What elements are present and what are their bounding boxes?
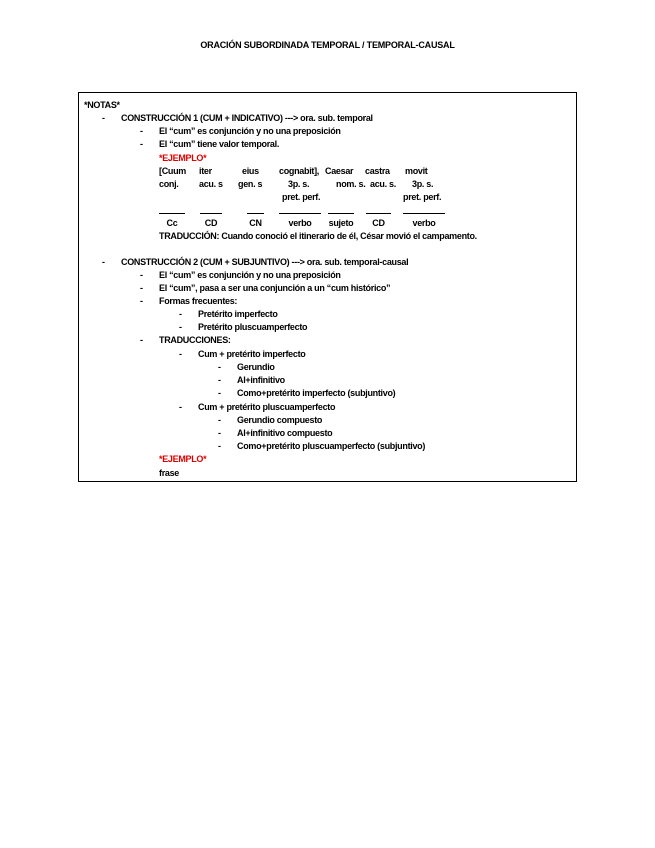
c2-bullet-4: TRADUCCIONES: [159,335,231,345]
c2-example-text: frase [159,468,180,478]
underline [403,213,445,214]
morph-label: acu. s. [370,179,396,189]
bullet-dash: - [179,322,182,332]
construction-2-heading: CONSTRUCCIÓN 2 (CUM + SUBJUNTIVO) ---> ora. sub. temporal-causal [121,257,409,267]
c2-bullet-2: El “cum”, pasa a ser una conjunción a un “cum histórico” [159,283,391,293]
bullet-dash: - [218,415,221,425]
bullet-dash: - [140,283,143,293]
c2-bullet-3: Formas frecuentes: [159,296,238,306]
bullet-dash: - [140,270,143,280]
latin-word: castra [365,166,390,176]
translation-item: Gerundio compuesto [237,415,323,425]
morph-label: acu. s [199,179,223,189]
construction-1-heading: CONSTRUCCIÓN 1 (CUM + INDICATIVO) ---> ora. sub. temporal [121,113,373,123]
morph-label: 3p. s. [412,179,434,189]
latin-word: iter [199,166,212,176]
function-label: sujeto [328,218,354,228]
morph-label: pret. perf. [403,192,442,202]
translation-group: Cum + pretérito imperfecto [198,349,306,359]
function-label: Cc [166,218,178,228]
morph-label: 3p. s. [288,179,310,189]
bullet-dash: - [218,428,221,438]
c2-bullet-1: El “cum” es conjunción y no una preposición [159,270,341,280]
bullet-dash: - [179,402,182,412]
bullet-dash: - [140,126,143,136]
function-label: CN [249,218,262,228]
underline [279,213,321,214]
morph-label: nom. s. [336,179,366,189]
translation-group: Cum + pretérito pluscuamperfecto [198,402,336,412]
function-label: CD [204,218,218,228]
c1-bullet-1: El “cum” es conjunción y no una preposición [159,126,341,136]
bullet-dash: - [218,362,221,372]
function-label: CD [372,218,385,228]
notes-label: *NOTAS* [84,100,120,110]
latin-word: [Cuum [159,166,186,176]
c1-example-label: *EJEMPLO* [159,153,207,163]
underline [159,213,185,214]
bullet-dash: - [140,139,143,149]
bullet-dash: - [218,375,221,385]
document-title: ORACIÓN SUBORDINADA TEMPORAL / TEMPORAL-CAUSAL [200,40,455,50]
function-label: verbo [412,218,436,228]
underline [366,213,391,214]
translation-item: Como+pretérito imperfecto (subjuntivo) [237,388,396,398]
bullet-dash: - [218,441,221,451]
bullet-dash: - [218,388,221,398]
translation-item: Como+pretérito pluscuamperfecto (subjuntivo) [237,441,426,451]
bullet-dash: - [102,113,105,123]
c2-example-label: *EJEMPLO* [159,454,207,464]
function-label: verbo [288,218,312,228]
underline [328,213,354,214]
underline [247,213,264,214]
bullet-dash: - [179,309,182,319]
form-item: Pretérito pluscuamperfecto [198,322,308,332]
bullet-dash: - [140,335,143,345]
c1-bullet-2: El “cum” tiene valor temporal. [159,139,280,149]
translation-item: Gerundio [237,362,275,372]
underline [200,213,222,214]
translation-item: Al+infinitivo [237,375,285,385]
latin-word: cognabit], [279,166,319,176]
morph-label: pret. perf. [282,192,321,202]
latin-word: movit [405,166,428,176]
morph-label: conj. [159,179,179,189]
bullet-dash: - [102,257,105,267]
latin-word: eius [242,166,259,176]
bullet-dash: - [179,349,182,359]
latin-word: Caesar [325,166,354,176]
translation-item: Al+infinitivo compuesto [237,428,333,438]
form-item: Pretérito imperfecto [198,309,278,319]
c1-translation: TRADUCCIÓN: Cuando conoció el itinerario de él, César movió el campamento. [159,231,477,241]
bullet-dash: - [140,296,143,306]
morph-label: gen. s [238,179,263,189]
